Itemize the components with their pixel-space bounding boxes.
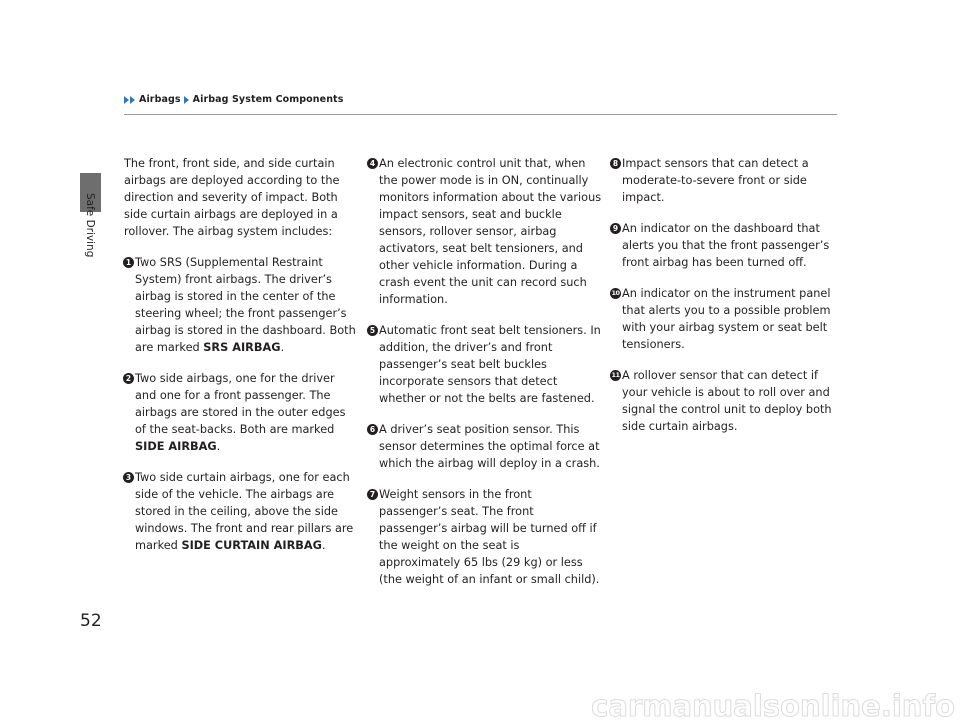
item-text: An electronic control unit that, when the power mode is in ON, continually monitors information about the various impact sensors, seat and buckle sensors, rollover sensor, airbag activators, seat belt tensioners, and other vehicle information. During a crash event the unit can record such information. <box>379 157 602 306</box>
item-text: A rollover sensor that can detect if your vehicle is about to roll over and signal the control unit to deploy both side curtain airbags. <box>622 369 832 433</box>
item-text: An indicator on the dashboard that alerts you that the front passenger’s front airbag has been turned off. <box>622 222 830 269</box>
intro-paragraph: The front, front side, and side curtain airbags are deployed according to the direction and severity of impact. Both side curtain airbags are deployed in a rollover. The airbag system includes: <box>124 157 340 238</box>
item-text: Two side airbags, one for the driver and one for a front passenger. The airbags are stored in the outer edges of the seat-backs. Both are marked <box>135 372 346 436</box>
item-marking: SRS AIRBAG <box>203 341 281 354</box>
item-text: Impact sensors that can detect a moderate-to-severe front or side impact. <box>622 157 809 204</box>
number-badge-7: 7 <box>367 489 378 500</box>
item-text: Two SRS (Supplemental Restraint System) front airbags. The driver’s airbag is stored in the center of the steering wheel; the front passenger’s airbag is stored in the dashboard. Both are marked <box>135 256 356 354</box>
number-badge-4: 4 <box>367 158 378 169</box>
item-marking: SIDE CURTAIN AIRBAG <box>181 539 322 552</box>
number-badge-5: 5 <box>367 325 378 336</box>
item-suffix: . <box>321 539 326 552</box>
breadcrumb-topic: Airbag System Components <box>192 94 344 105</box>
number-badge-11: 11 <box>611 371 620 379</box>
item-text: An indicator on the instrument panel that alerts you to a possible problem with your airbag system or seat belt tensioners. <box>622 287 831 351</box>
number-badge-6: 6 <box>367 424 378 435</box>
item-suffix: . <box>280 341 285 354</box>
breadcrumb-section: Airbags <box>139 94 181 105</box>
number-badge-3: 3 <box>123 472 134 483</box>
number-badge-2: 2 <box>123 373 134 384</box>
item-text: Weight sensors in the front passenger’s seat. The front passenger’s airbag will be turned off if the weight on the seat is approximately 65 lbs (29 kg) or less (the weight of an infant or small child). <box>379 488 600 586</box>
number-badge-9: 9 <box>610 223 621 234</box>
item-text: Two side curtain airbags, one for each side of the vehicle. The airbags are stored in the ceiling, above the side windows. The front and rear pillars are marked <box>135 471 354 552</box>
item-suffix: . <box>216 440 221 453</box>
item-text: Automatic front seat belt tensioners. In addition, the driver’s and front passenger’s seat belt buckles incorporate sensors that detect whether or not the belts are fastened. <box>379 324 601 405</box>
item-marking: SIDE AIRBAG <box>135 440 217 453</box>
section-label: Safe Driving <box>84 193 96 258</box>
page-number: 52 <box>80 611 102 631</box>
number-badge-8: 8 <box>610 158 621 169</box>
number-badge-10: 10 <box>611 289 620 297</box>
watermark-text: carmanualsonline.info <box>591 689 955 722</box>
item-text: A driver’s seat position sensor. This sensor determines the optimal force at which the airbag will deploy in a crash. <box>379 423 600 470</box>
number-badge-1: 1 <box>123 257 134 268</box>
